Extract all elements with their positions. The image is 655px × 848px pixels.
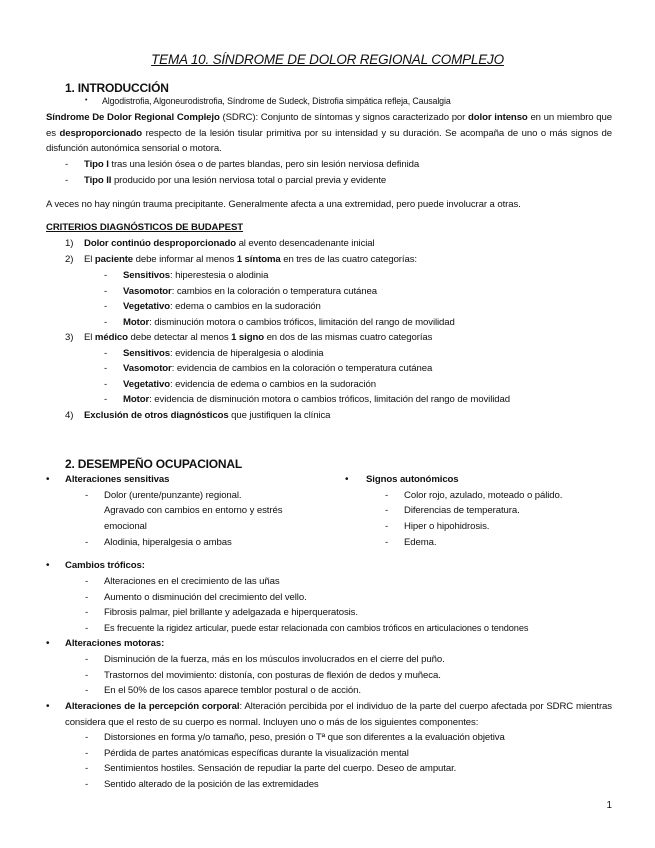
section-heading-desempeno: 2. DESEMPEÑO OCUPACIONAL: [65, 457, 242, 471]
list-item: Disminución de la fuerza, más en los músculos involucrados en el cierre del puño.: [104, 654, 445, 665]
list-item: Vasomotor: cambios en la coloración o temperatura cutánea: [123, 286, 378, 297]
bullet-icon: •: [46, 638, 50, 649]
tipo-1-item: Tipo I tras una lesión ósea o de partes blandas, pero sin lesión nerviosa definida: [84, 159, 420, 170]
trof-title: Cambios tróficos:: [65, 560, 145, 571]
bullet-icon: •: [345, 474, 349, 485]
list-item: Sensitivos: hiperestesia o alodinia: [123, 270, 269, 281]
list-item: Sentimientos hostiles. Sensación de repudiar la parte del cuerpo. Deseo de amputar.: [104, 763, 457, 774]
definition-paragraph: Síndrome De Dolor Regional Complejo (SDRC): Conjunto de síntomas y signos caracterizado por dolor intenso en un miembro que es desproporcionado respecto de la lesión tisular primitiva por su intensidad y su duración. Se acompaña de uno o más signos de disfunción autonómica sensorial o motora.: [46, 112, 613, 154]
list-item: emocional: [104, 521, 147, 532]
list-item: Sensitivos: evidencia de hiperalgesia o alodinia: [123, 348, 324, 359]
page-title: TEMA 10. SÍNDROME DE DOLOR REGIONAL COMPLEJO: [151, 52, 504, 67]
perc-paragraph: Alteraciones de la percepción corporal: Alteración percibida por el individuo de la parte del cuerpo afectada por SDRC mientras considera que el resto de su cuerpo es normal. Incluyen uno o más de los siguientes componentes:: [65, 701, 612, 728]
list-item: En el 50% de los casos aparece temblor postural o de acción.: [104, 685, 361, 696]
list-item: Dolor (urente/punzante) regional.: [104, 490, 242, 501]
bullet-icon: •: [46, 474, 50, 485]
mot-title: Alteraciones motoras:: [65, 638, 165, 649]
list-item: Es frecuente la rigidez articular, puede estar relacionada con cambios tróficos en articulaciones o tendones: [104, 623, 529, 633]
criteria-heading: CRITERIOS DIAGNÓSTICOS DE BUDAPEST: [46, 222, 244, 233]
document-page: TEMA 10. SÍNDROME DE DOLOR REGIONAL COMPLEJO 1. INTRODUCCIÓN • Algodistrofia, Algoneurodistrofia, Síndrome de Sudeck, Distrofia simpática refleja, Causalgia Síndrome De Dolor Regional Complejo (SDRC): Conjunto de síntomas y signos caracterizado por dolor intenso en un miembro que es desproporcionado respecto de la lesión tisular primitiva por su intensidad y su duración. Se acompaña de uno o más signos de disfunción autonómica sensorial o motora. - Tipo I tras una lesión ósea o de partes blandas, pero sin lesión nerviosa definida - Tipo II producido por una lesión nerviosa total o parcial previa y evidente A veces no hay ningún trauma precipitante. Generalmente afecta a una extremidad, pero puede involucrar a otras. CRITERIOS DIAGNÓSTICOS DE BUDAPEST 1) Dolor continúo desproporcionado al evento desencadenante inicial 2) El paciente debe informar al menos 1 síntoma en tres de las cuatro categorías: - Sensitivos: hiperestesia o alodinia - Vasomotor: cambios en la coloración o temperatura cutánea - Vegetativo: edema o cambios en la sudoración - Motor: disminución motora o cambios tróficos, limitación del rango de movilidad 3) El médico debe detectar al menos 1 signo en dos de las mismas cuatro categorías - Sensitivos: evidencia de hiperalgesia o alodinia - Vasomotor: evidencia de cambios en la coloración o temperatura cutánea - Vegetativo: evidencia de edema o cambios en la sudoración - Motor: evidencia de disminución motora o cambios tróficos, limitación del rango de movilidad 4) Exclusión de otros diagnósticos que justifiquen la clínica 2. DESEMPEÑO OCUPACIONAL • Alteraciones sensitivas - Dolor (urente/punzante) regional. Agravado con cambios en entorno y estrés emocional - Alodinia, hiperalgesia o ambas • Signos autonómicos - Color rojo, azulado, moteado o pálido. - Diferencias de temperatura. - Hiper o hipohidrosis. - Edema. • Cambios tróficos: - Alteraciones en el crecimiento de las uñas - Aumento o disminución del crecimiento del vello. - Fibrosis palmar, piel brillante y adelgazada e hiperqueratosis. - Es frecuente la rigidez articular, puede estar relacionada con cambios tróficos en articulaciones o tendones • Alteraciones motoras: - Disminución de la fuerza, más en los músculos involucrados en el cierre del puño. - Trastornos del movimiento: distonía, con posturas de flexión de dedos y muñeca. - En el 50% de los casos aparece temblor postural o de acción. • Alteraciones de la percepción corporal: Alteración percibida por el individuo de la parte del cuerpo afectada por SDRC mientras considera que el resto de su cuerpo es normal. Incluyen uno o más de los siguientes componentes: - Distorsiones en forma y/o tamaño, peso, presión o Tª que son diferentes a la evaluación objetiva - Pérdida de partes anatómicas específicas durante la visualización mental - Sentimientos hostiles. Sensación de repudiar la parte del cuerpo. Deseo de amputar. - Sentido alterado de la posición de las extremidades 1: [0, 0, 655, 848]
bullet-icon: •: [46, 560, 50, 571]
list-item: Aumento o disminución del crecimiento del vello.: [104, 592, 307, 603]
list-item: Trastornos del movimiento: distonía, con posturas de flexión de dedos y muñeca.: [104, 670, 441, 681]
bullet-icon: •: [85, 97, 88, 104]
criterion-1: Dolor continúo desproporcionado al evento desencadenante inicial: [84, 238, 375, 249]
list-item: Hiper o hipohidrosis.: [404, 521, 490, 532]
page-number: 1: [606, 800, 612, 811]
criterion-4: Exclusión de otros diagnósticos que justifiquen la clínica: [84, 410, 331, 421]
list-item: Sentido alterado de la posición de las extremidades: [104, 779, 319, 790]
criterion-2: El paciente debe informar al menos 1 síntoma en tres de las cuatro categorías:: [84, 254, 417, 265]
list-item: Alodinia, hiperalgesia o ambas: [104, 537, 232, 548]
list-item: Motor: evidencia de disminución motora o cambios tróficos, limitación del rango de movilidad: [123, 394, 510, 405]
list-item: Vegetativo: evidencia de edema o cambios en la sudoración: [123, 379, 376, 390]
synonyms-line: Algodistrofia, Algoneurodistrofia, Síndrome de Sudeck, Distrofia simpática refleja, Causalgia: [102, 96, 451, 106]
bullet-icon: •: [46, 701, 50, 712]
sens-title: Alteraciones sensitivas: [65, 474, 170, 485]
list-item: Vasomotor: evidencia de cambios en la coloración o temperatura cutánea: [123, 363, 433, 374]
list-item: Agravado con cambios en entorno y estrés: [104, 505, 283, 516]
list-item: Distorsiones en forma y/o tamaño, peso, presión o Tª que son diferentes a la evaluación objetiva: [104, 732, 505, 743]
list-item: Color rojo, azulado, moteado o pálido.: [404, 490, 563, 501]
auto-title: Signos autonómicos: [366, 474, 459, 485]
criterion-3: El médico debe detectar al menos 1 signo en dos de las mismas cuatro categorías: [84, 332, 433, 343]
section-heading-introduccion: 1. INTRODUCCIÓN: [65, 81, 169, 95]
list-item: Diferencias de temperatura.: [404, 505, 520, 516]
list-item: Motor: disminución motora o cambios tróficos, limitación del rango de movilidad: [123, 317, 455, 328]
list-item: Pérdida de partes anatómicas específicas durante la visualización mental: [104, 748, 409, 759]
list-item: Alteraciones en el crecimiento de las uñas: [104, 576, 280, 587]
list-item: Edema.: [404, 537, 437, 548]
list-item: Vegetativo: edema o cambios en la sudoración: [123, 301, 321, 312]
note-line: A veces no hay ningún trauma precipitante. Generalmente afecta a una extremidad, pero puede involucrar a otras.: [46, 199, 521, 210]
tipo-2-item: Tipo II producido por una lesión nerviosa total o parcial previa y evidente: [84, 175, 387, 186]
list-item: Fibrosis palmar, piel brillante y adelgazada e hiperqueratosis.: [104, 607, 358, 618]
